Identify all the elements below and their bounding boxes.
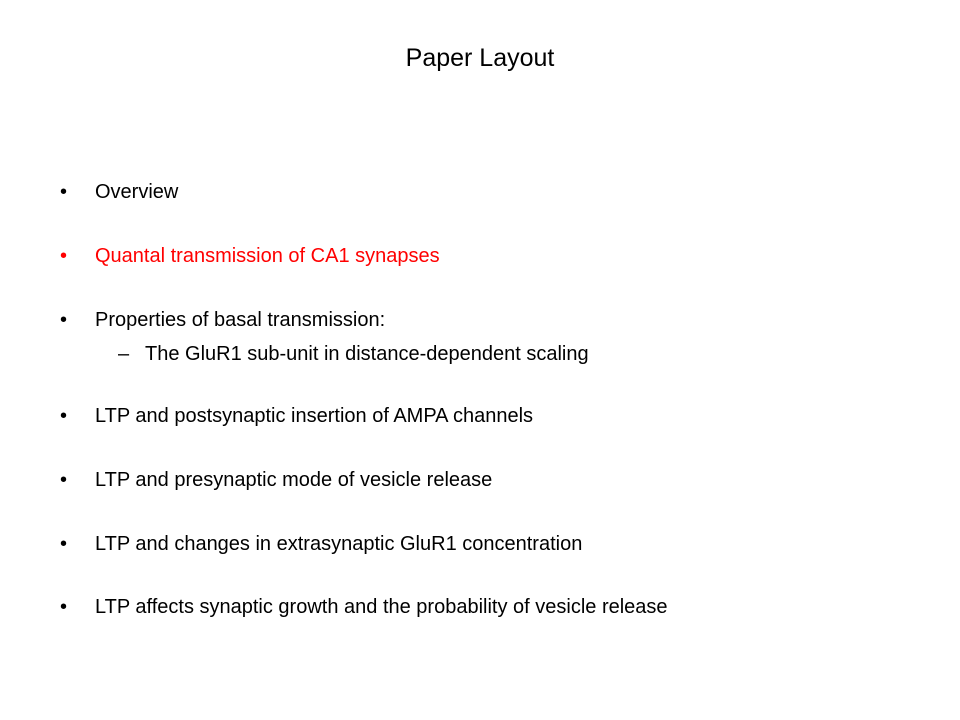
bullet-text: LTP affects synaptic growth and the probability of vesicle release [95,596,668,618]
bullet-item-quantal-transmission [60,242,920,270]
bullet-item-ltp-presynaptic [60,466,920,494]
bullet-glyph: • [60,596,68,618]
bullet-glyph: • [60,245,68,267]
bullet-item-overview [60,178,920,206]
sub-bullet-text: The GluR1 sub-unit in distance-dependent scaling [145,343,589,365]
bullet-text: Quantal transmission of CA1 synapses [95,245,440,267]
bullet-text: Overview [95,181,179,203]
sub-bullet-glyph: – [118,343,130,365]
bullet-glyph: • [60,469,68,491]
bullet-glyph: • [60,405,68,427]
bullet-text: LTP and presynaptic mode of vesicle release [95,469,493,491]
bullet-glyph: • [60,533,68,555]
bullet-item-ltp-extrasynaptic [60,530,920,558]
bullet-item-basal-transmission [60,306,920,334]
bullet-glyph: • [60,309,68,331]
sub-item-glur1-scaling [118,340,918,368]
slide-title: Paper Layout [405,44,555,72]
bullet-item-ltp-synaptic-growth [60,593,920,621]
bullet-text: LTP and changes in extrasynaptic GluR1 concentration [95,533,583,555]
bullet-text: LTP and postsynaptic insertion of AMPA channels [95,405,534,427]
bullet-glyph: • [60,181,68,203]
bullet-item-ltp-postsynaptic [60,402,920,430]
bullet-text: Properties of basal transmission: [95,309,386,331]
